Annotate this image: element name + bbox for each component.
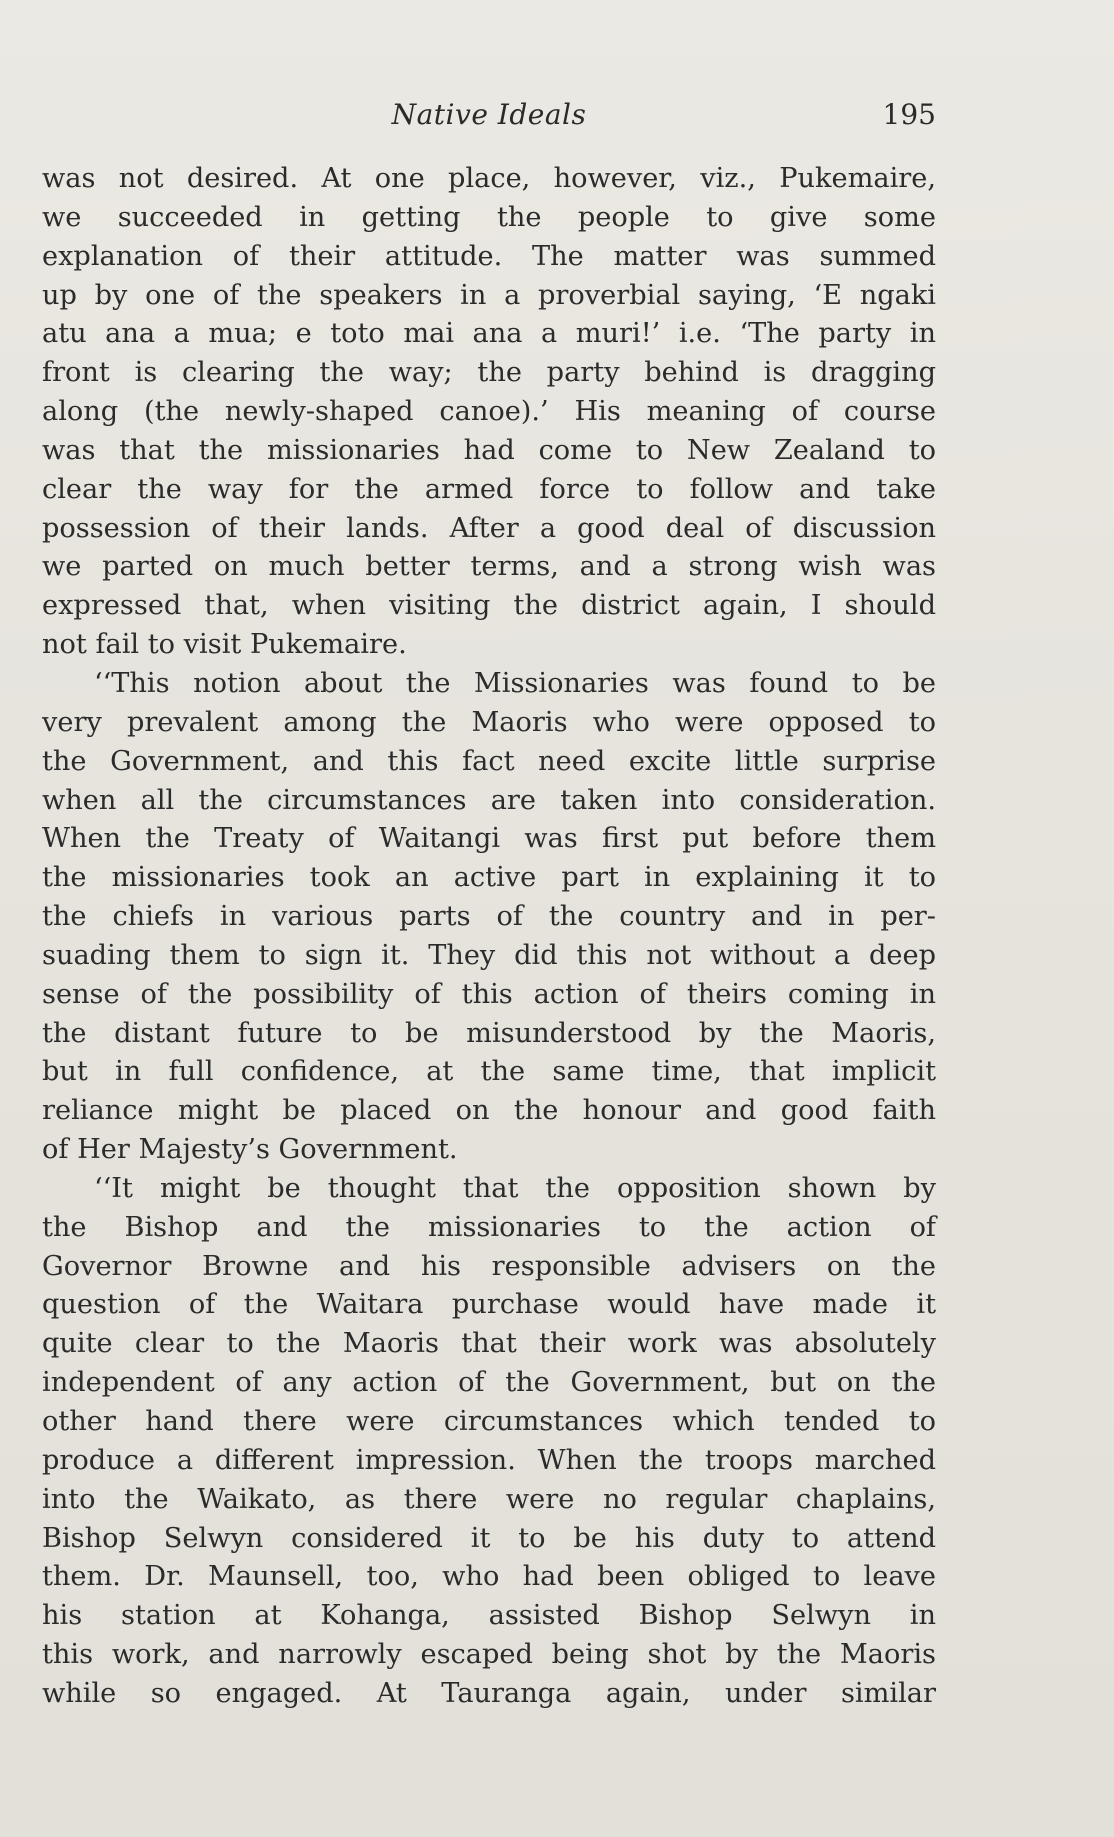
text-line: the distant future to be misunderstood by the Maoris, bbox=[42, 1017, 936, 1049]
text-line: Governor Browne and his responsible advisers on the bbox=[42, 1250, 936, 1282]
text-line: very prevalent among the Maoris who were opposed to bbox=[42, 706, 936, 738]
text-line: quite clear to the Maoris that their work was absolutely bbox=[42, 1328, 936, 1360]
text-line: reliance might be placed on the honour and good faith bbox=[42, 1095, 936, 1127]
text-line: along (the newly-shaped canoe).’ His meaning of course bbox=[42, 396, 936, 428]
text-line: the Bishop and the missionaries to the action of bbox=[42, 1211, 936, 1243]
text-line: sense of the possibility of this action of theirs coming in bbox=[42, 978, 936, 1010]
text-line: we succeeded in getting the people to give some bbox=[42, 201, 936, 233]
text-line: atu ana a mua; e toto mai ana a muri!’ i.e. ‘The party in bbox=[42, 318, 936, 350]
text-line: was that the missionaries had come to New Zealand to bbox=[42, 434, 936, 466]
text-line: them. Dr. Maunsell, too, who had been obliged to leave bbox=[42, 1561, 936, 1593]
text-line: while so engaged. At Tauranga again, under similar bbox=[42, 1677, 936, 1709]
text-line: When the Treaty of Waitangi was first put before them bbox=[42, 823, 936, 855]
paragraph-end-line: of Her Majesty’s Government. bbox=[42, 1134, 458, 1166]
text-line: we parted on much better terms, and a strong wish was bbox=[42, 551, 936, 583]
text-line: Bishop Selwyn considered it to be his duty to attend bbox=[42, 1522, 936, 1554]
text-line: into the Waikato, as there were no regular chaplains, bbox=[42, 1483, 936, 1515]
text-line: explanation of their attitude. The matter was summed bbox=[42, 240, 936, 272]
text-line: front is clearing the way; the party behind is dragging bbox=[42, 357, 936, 389]
text-line: the Government, and this fact need excite little surprise bbox=[42, 745, 936, 777]
text-line: his station at Kohanga, assisted Bishop Selwyn in bbox=[42, 1600, 936, 1632]
text-line: possession of their lands. After a good deal of discussion bbox=[42, 512, 936, 544]
text-line: produce a different impression. When the troops marched bbox=[42, 1444, 936, 1476]
text-line: question of the Waitara purchase would have made it bbox=[42, 1289, 936, 1321]
text-line: but in full confidence, at the same time, that implicit bbox=[42, 1056, 936, 1088]
text-line: independent of any action of the Government, but on the bbox=[42, 1367, 936, 1399]
text-line: suading them to sign it. They did this not without a deep bbox=[42, 939, 936, 971]
paragraph-end-line: not fail to visit Pukemaire. bbox=[42, 629, 407, 661]
text-line: expressed that, when visiting the district again, I should bbox=[42, 590, 936, 622]
text-line: when all the circumstances are taken into consideration. bbox=[42, 784, 936, 816]
text-line: clear the way for the armed force to follow and take bbox=[42, 473, 936, 505]
text-line: the chiefs in various parts of the country and in per- bbox=[42, 901, 936, 933]
paragraph-start-line: ‘‘It might be thought that the opposition shown by bbox=[94, 1172, 936, 1204]
paragraph-start-line: ‘‘This notion about the Missionaries was found to be bbox=[94, 667, 936, 699]
text-line: was not desired. At one place, however, viz., Pukemaire, bbox=[42, 163, 936, 194]
text-line: other hand there were circumstances which tended to bbox=[42, 1406, 936, 1437]
text-line: the missionaries took an active part in explaining it to bbox=[42, 862, 936, 894]
text-line: up by one of the speakers in a proverbial saying, ‘E ngaki bbox=[42, 279, 936, 311]
text-line: this work, and narrowly escaped being shot by the Maoris bbox=[42, 1639, 936, 1671]
page-header bbox=[42, 98, 936, 138]
body-text bbox=[42, 160, 936, 1714]
running-title: Native Ideals bbox=[391, 98, 587, 131]
page-number: 195 bbox=[882, 98, 936, 131]
